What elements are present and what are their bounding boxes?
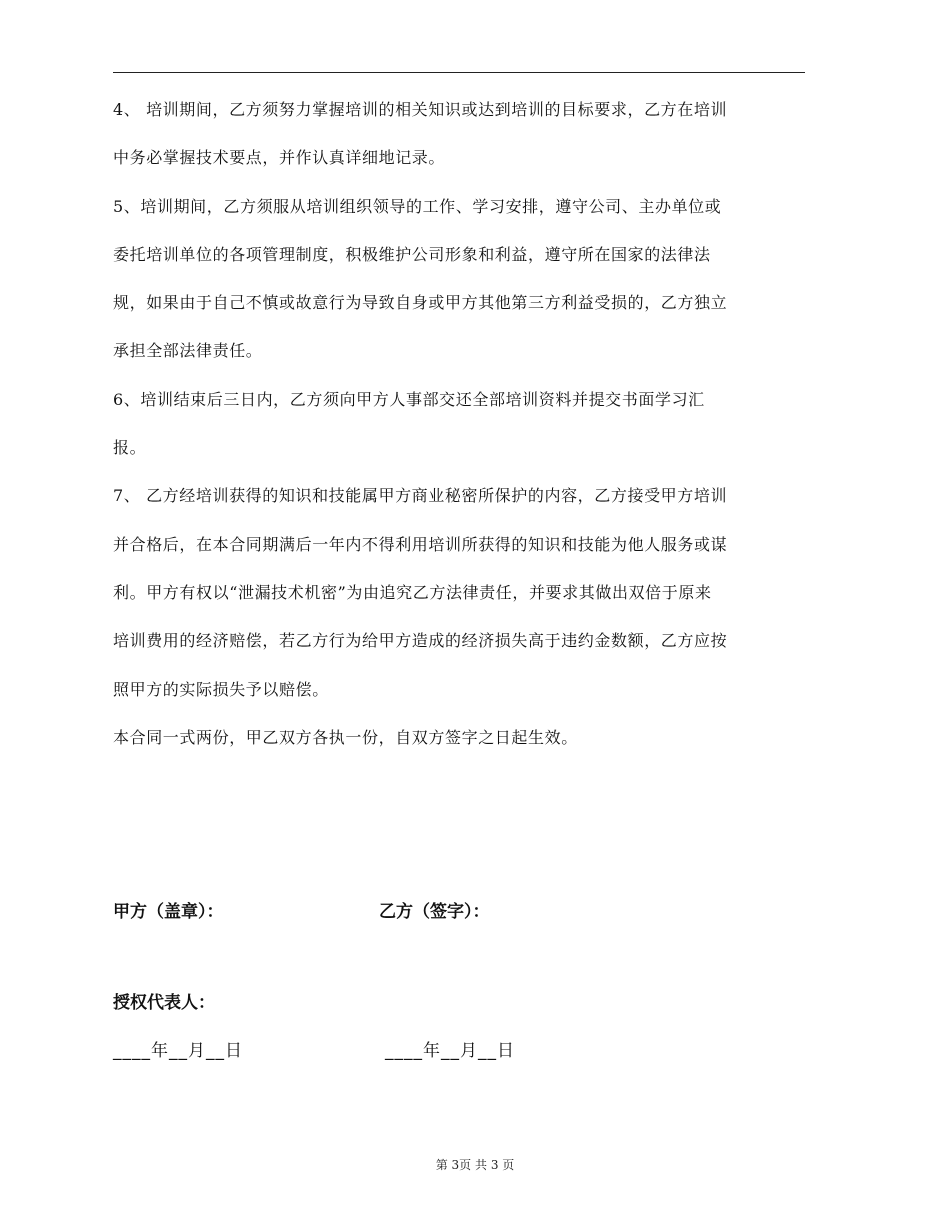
text-line: 委托培训单位的各项管理制度，积极维护公司形象和利益，遵守所在国家的法律法 xyxy=(113,244,711,264)
text-line: 承担全部法律责任。 xyxy=(113,341,263,361)
clause-4 xyxy=(113,86,813,183)
authorized-rep-label: 授权代表人： xyxy=(113,993,215,1013)
closing-clause xyxy=(113,714,813,762)
clause-7 xyxy=(113,472,813,713)
text-line: 5、培训期间，乙方须服从培训组织领导的工作、学习安排，遵守公司、主办单位或 xyxy=(113,196,722,216)
party-a-seal-label: 甲方（盖章）： xyxy=(113,902,224,922)
text-line: 7、 乙方经培训获得的知识和技能属甲方商业秘密所保护的内容，乙方接受甲方培训 xyxy=(113,486,728,506)
text-line: 本合同一式两份，甲乙双方各执一份，自双方签字之日起生效。 xyxy=(113,727,578,747)
clause-6 xyxy=(113,376,813,473)
clause-5 xyxy=(113,183,813,376)
text-line: 4、 培训期间，乙方须努力掌握培训的相关知识或达到培训的目标要求，乙方在培训 xyxy=(113,100,728,119)
text-line: 利。甲方有权以“泄漏技术机密”为由追究乙方法律责任，并要求其做出双倍于原来 xyxy=(113,582,712,602)
text-line: 中务必掌握技术要点，并作认真详细地记录。 xyxy=(113,148,446,168)
text-line: 并合格后，在本合同期满后一年内不得利用培训所获得的知识和技能为他人服务或谋 xyxy=(113,534,728,554)
text-line: 规，如果由于自己不慎或故意行为导致自身或甲方其他第三方利益受损的，乙方独立 xyxy=(113,293,728,313)
text-line: 培训费用的经济赔偿，若乙方行为给甲方造成的经济损失高于违约金数额，乙方应按 xyxy=(113,631,728,651)
header-rule xyxy=(113,72,805,73)
party-b-sign-label: 乙方（签字）： xyxy=(379,902,490,922)
text-line: 照甲方的实际损失予以赔偿。 xyxy=(113,679,329,699)
party-a-date-blank: ____年__月__日 xyxy=(113,1041,243,1061)
text-line: 报。 xyxy=(113,438,147,458)
contract-body xyxy=(113,86,813,762)
text-line: 6、培训结束后三日内，乙方须向甲方人事部交还全部培训资料并提交书面学习汇 xyxy=(113,389,705,409)
page-footer: 第 3页 共 3 页 xyxy=(435,1158,515,1172)
party-b-date-blank: ____年__月__日 xyxy=(385,1041,515,1061)
